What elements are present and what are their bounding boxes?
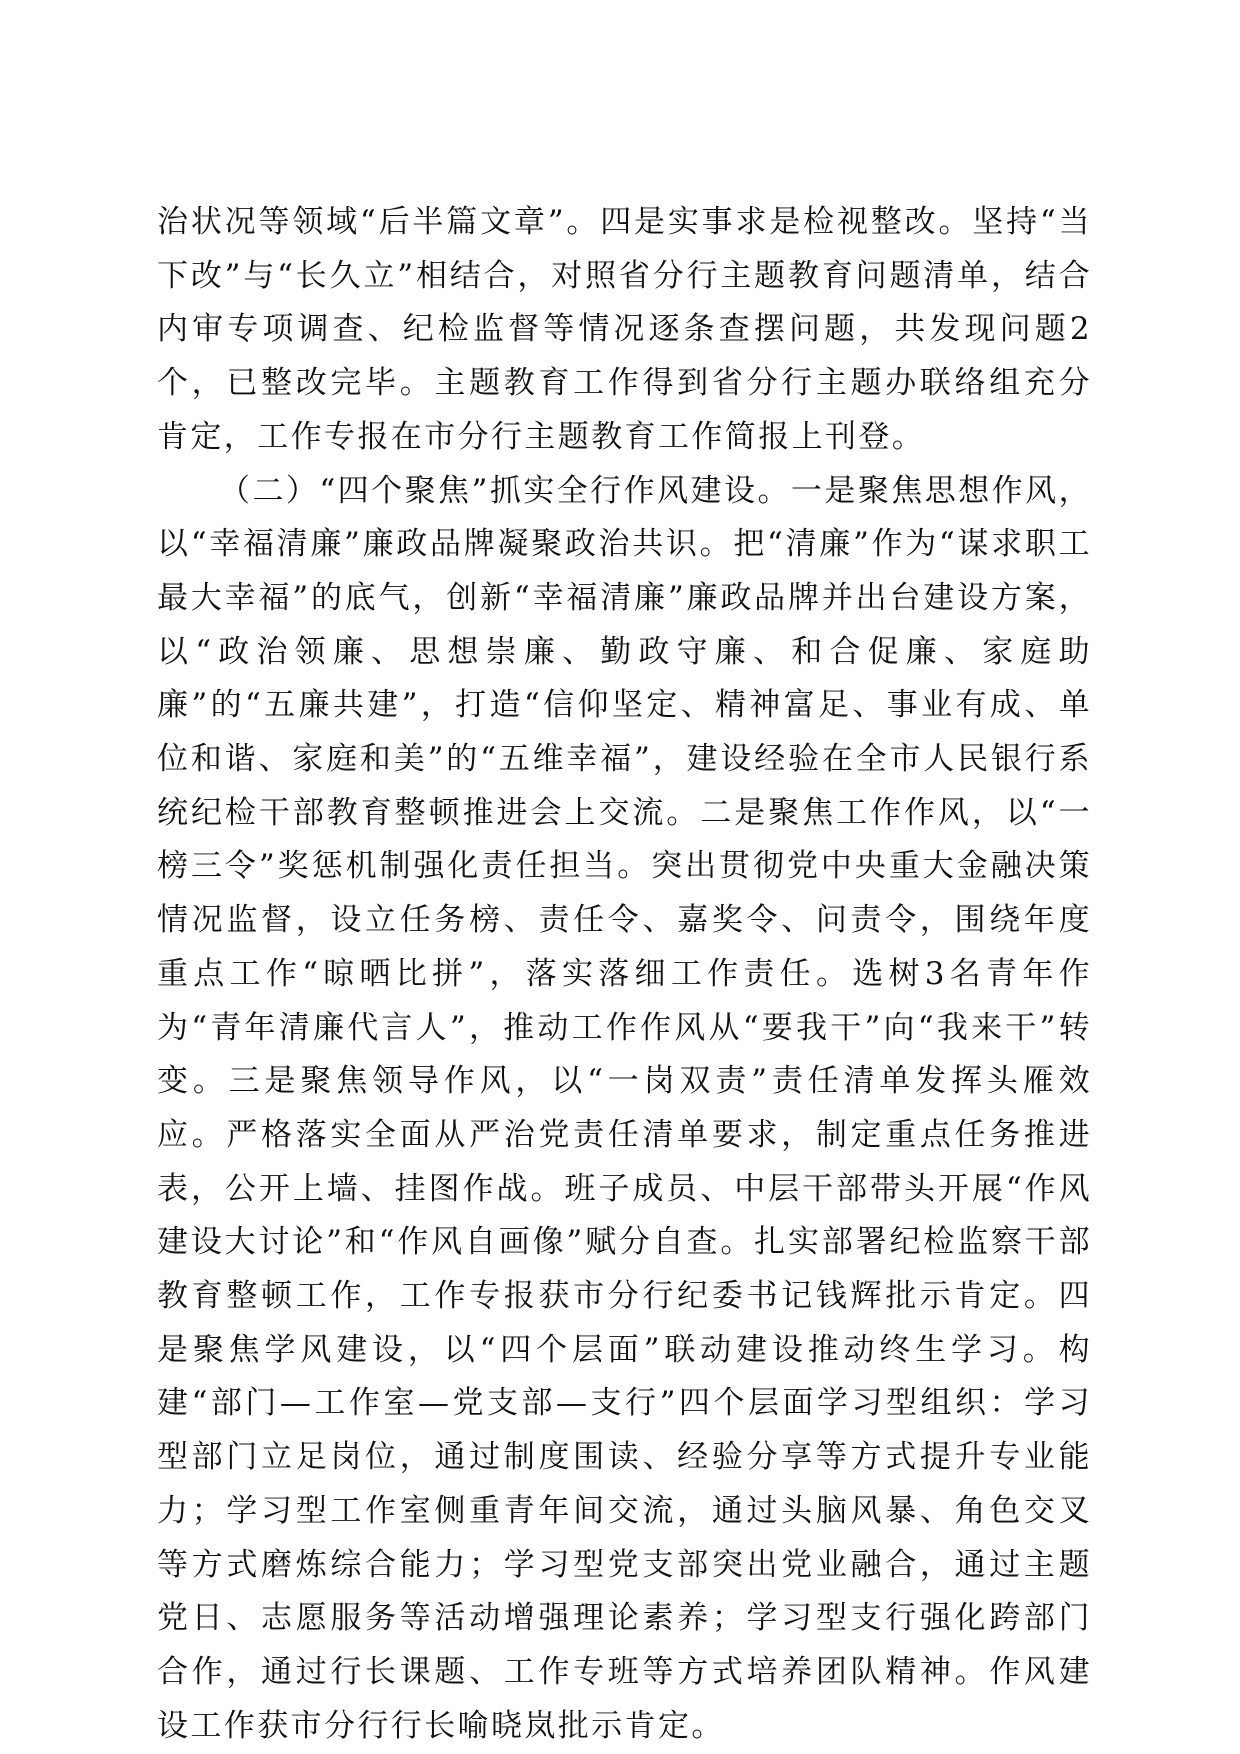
paragraph-work-style-building: （二）“四个聚焦”抓实全行作风建设。一是聚焦思想作风，以“幸福清廉”廉政品牌凝聚政治共识。把“清廉”作为“谋求职工最大幸福”的底气，创新“幸福清廉”廉政品牌并出台建设方案，以“政治领廉、思想崇廉、勤政守廉、和合促廉、家庭助廉”的“五廉共建”，打造“信仰坚定、精神富足、事业有成、单位和谐、家庭和美”的“五维幸福”，建设经验在全市人民银行系统纪检干部教育整顿推进会上交流。二是聚焦工作作风，以“一榜三令”奖惩机制强化责任担当。突出贯彻党中央重大金融决策情况监督，设立任务榜、责任令、嘉奖令、问责令，围绕年度重点工作“晾晒比拼”，落实落细工作责任。选树3名青年作为“青年清廉代言人”，推动工作作风从“要我干”向“我来干”转变。三是聚焦领导作风，以“一岗双责”责任清单发挥头雁效应。严格落实全面从严治党责任清单要求，制定重点任务推进表，公开上墙、挂图作战。班子成员、中层干部带头开展“作风建设大讨论”和“作风自画像”赋分自查。扎实部署纪检监察干部教育整顿工作，工作专报获市分行纪委书记钱辉批示肯定。四是聚焦学风建设，以“四个层面”联动建设推动终生学习。构建“部门—工作室—党支部—支行”四个层面学习型组织：学习型部门立足岗位，通过制度围读、经验分享等方式提升专业能力；学习型工作室侧重青年间交流，通过头脑风暴、角色交叉等方式磨炼综合能力；学习型党支部突出党业融合，通过主题党日、志愿服务等活动增强理论素养；学习型支行强化跨部门合作，通过行长课题、工作专班等方式培养团队精神。作风建设工作获市分行行长喻晓岚批示肯定。 xyxy=(157,472,1092,1744)
document-body xyxy=(157,196,1092,1753)
paragraph-rectification-summary: 治状况等领域“后半篇文章”。四是实事求是检视整改。坚持“当下改”与“长久立”相结合，对照省分行主题教育问题清单，结合内审专项调查、纪检监督等情况逐条查摆问题，共发现问题2个，已整改完毕。主题教育工作得到省分行主题办联络组充分肯定，工作专报在市分行主题教育工作简报上刊登。 xyxy=(157,204,1092,455)
